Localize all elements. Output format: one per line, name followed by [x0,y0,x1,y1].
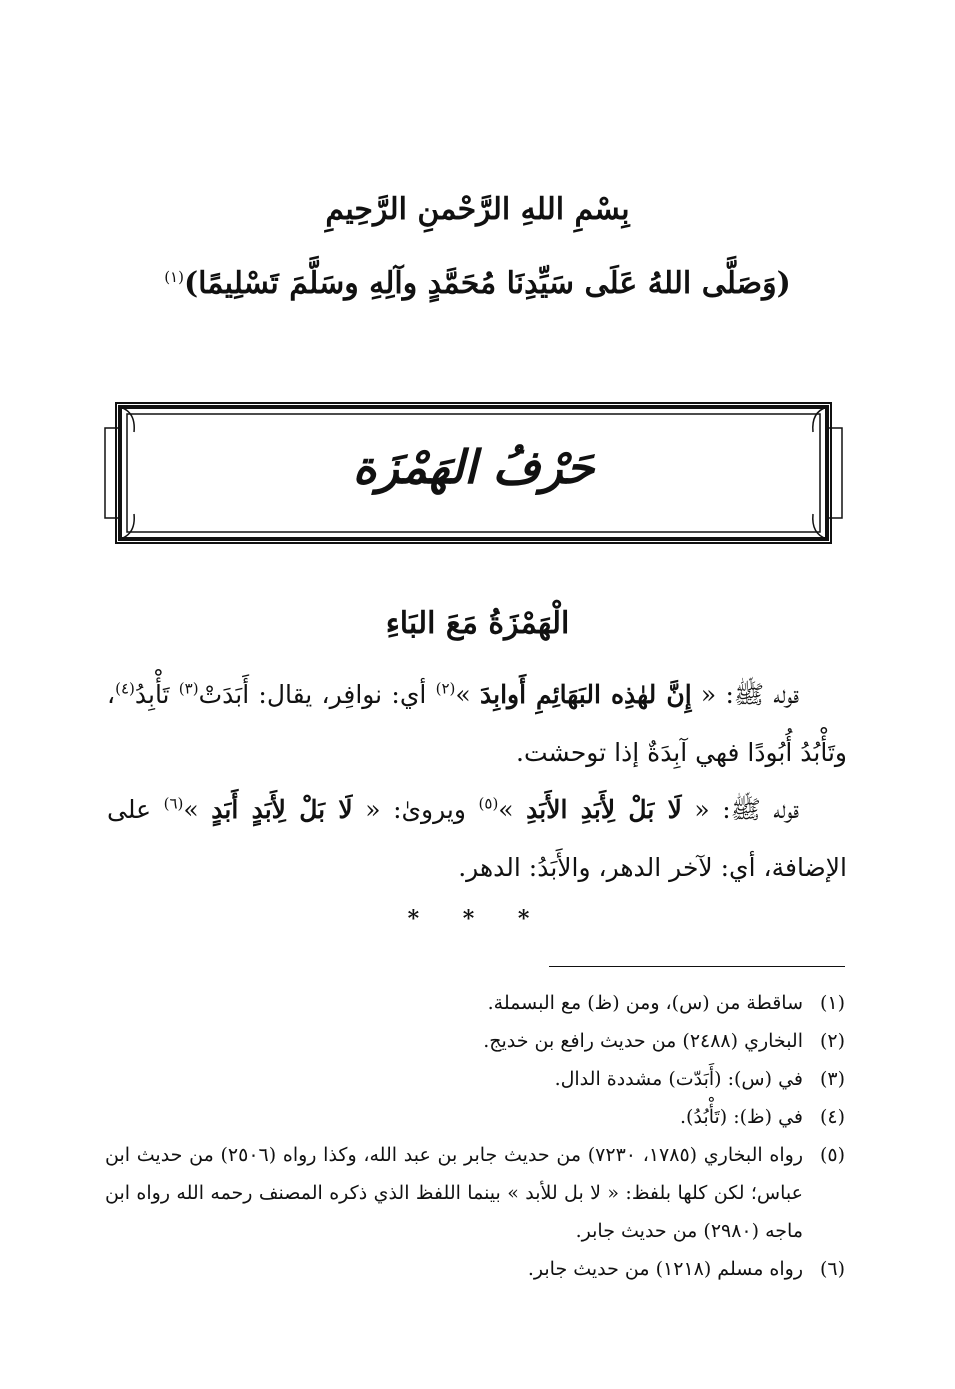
text-run: تَأْبِدُ [134,680,179,709]
footnote-number: (٤) [819,1106,845,1128]
footnote-ref: (١) [164,268,184,286]
footnote-number: (٢) [819,1030,845,1052]
text-run: » [498,795,527,824]
footnote-ref: (٥) [478,794,499,813]
footnote-ref: (٦) [163,794,184,813]
text-run: » [455,680,480,709]
footnote-text: ساقطة من (س)، ومن (ظ) مع البسملة. [487,992,803,1014]
footnote [105,1060,845,1098]
footnote-rule [549,966,845,967]
chapter-title: حَرْفُ الهَمْزَة [352,440,595,494]
footnote-ref: (٤) [115,679,135,698]
text-run: » [183,795,212,824]
footnotes [105,984,845,1288]
footnote-number: (١) [819,992,845,1014]
salawat-text: (وَصَلَّى اللهُ عَلَى سَيِّدِنَا مُحَمَّدٍ وآلِهِ وسَلَّمَ تَسْلِيمًا) [183,266,791,301]
hadith-quote: لَا بَلْ لِأَبَدِ الأَبَدِ [526,795,682,824]
footnote-text: رواه مسلم (١٢١٨) من حديث جابر. [527,1258,803,1280]
hadith-quote: لَا بَلْ لِأَبَدٍ أَبَدٍ [211,795,353,824]
footnote [105,1250,845,1288]
hadith-quote: إِنَّ لهٰذِه البَهَائِمِ أَوابِدَ [479,680,692,709]
basmala-text: بِسْمِ اللهِ الرَّحْمنِ الرَّحِيمِ [325,192,630,227]
text-run: قوله ﷺ: « [681,795,800,824]
footnote-text: في (ظ): (تَأْبُدُ). [680,1106,803,1128]
basmala [0,192,955,227]
footnote-text: في (س): (أَبَدّت) مشددة الدال. [554,1068,803,1090]
footnote [105,1098,845,1136]
text-run: ، وتَأْبُدُ أُبُودًا فهي آبِدَةٌ إذا توحشت. [107,680,847,767]
footnote-number: (٥) [819,1144,845,1166]
text-run: على الإضافة، أي: لآخر الدهر، والأَبَدُ: الدهر. [107,795,847,882]
footnote-ref: (٢) [435,679,456,698]
footnote-ref: (٣) [178,679,199,698]
footnote [105,984,845,1022]
footnote-number: (٦) [819,1258,845,1280]
section-separator: * * * [407,906,548,932]
chapter-frame [104,402,843,544]
text-run: قوله ﷺ: « [691,680,799,709]
footnote-text: رواه البخاري (١٧٨٥، ٧٢٣٠) من حديث جابر بن عبد الله، وكذا رواه (٢٥٠٦) من حديث ابن عباس؛ لكن كلها بلفظ: « لا بل للأبد » بينما اللفظ الذي ذكره المصنف رحمه الله رواه ابن ماجه (٢٩٨٠) من حديث جابر. [105,1144,804,1242]
footnote-number: (٣) [819,1068,845,1090]
text-run: أي: نوافِر، يقال: أَبَدَتْ [198,680,436,709]
salawat [0,266,955,301]
footnote-text: البخاري (٢٤٨٨) من حديث رافع بن خديج. [483,1030,803,1052]
section-title: الْهَمْزَةُ مَعَ البَاءِ [385,606,570,641]
paragraph [107,781,847,897]
footnote [105,1022,845,1060]
paragraph [107,666,847,782]
footnote [105,1136,845,1250]
text-run: ويروىٰ: « [352,795,479,824]
